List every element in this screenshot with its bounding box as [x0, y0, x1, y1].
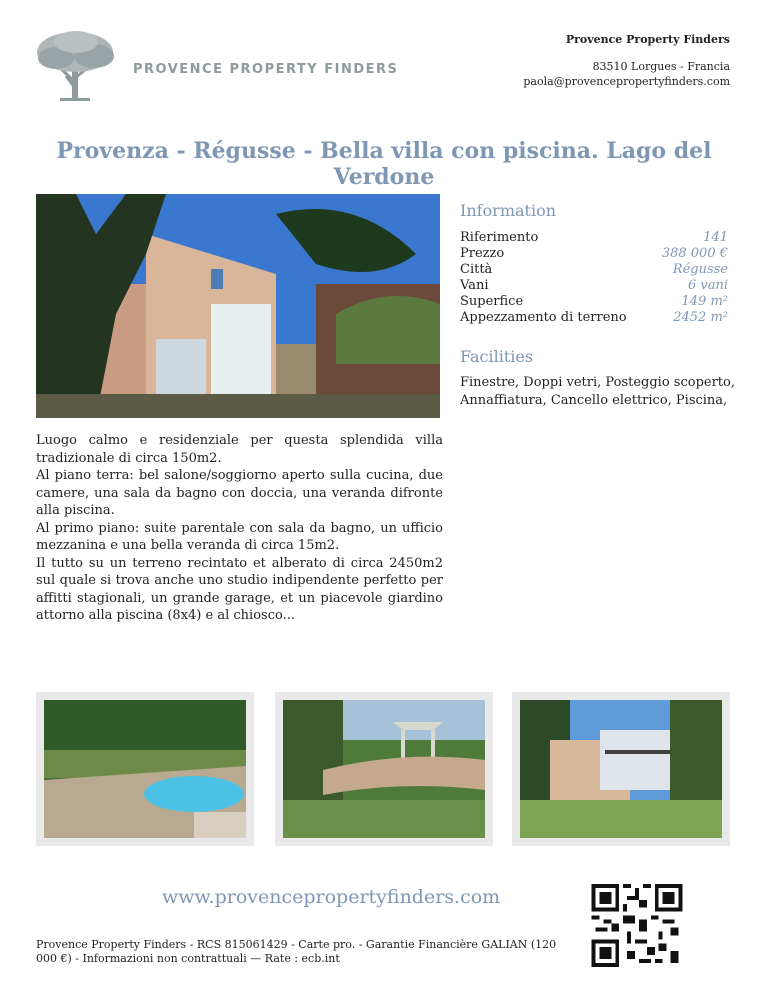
agency-logo [30, 22, 399, 106]
olive-tree-icon [30, 22, 120, 106]
logo-text: PROVENCE PROPERTY FINDERS [133, 62, 399, 77]
facilities-heading: Facilities [460, 347, 534, 366]
info-row-city [460, 262, 728, 278]
info-label: Superfice [460, 294, 524, 309]
info-label: Vani [460, 278, 489, 293]
info-row-land [460, 310, 728, 326]
info-label: Riferimento [460, 230, 539, 245]
description-paragraph: Al primo piano: suite parentale con sala da bagno, un ufficio mezzanina e una bella veranda di circa 15m2. [36, 520, 443, 553]
thumbnail-house-photo[interactable] [512, 692, 730, 846]
thumbnail-pool-photo[interactable] [36, 692, 254, 846]
main-property-photo [36, 194, 440, 418]
description-paragraph: Luogo calmo e residenziale per questa splendida villa tradizionale di circa 150m2. [36, 433, 443, 466]
description-paragraph: Al piano terra: bel salone/soggiorno aperto sulla cucina, due camere, una sala da bagno con doccia, una veranda difronte alla piscina. [36, 468, 443, 518]
page-title: Provenza - Régusse - Bella villa con piscina. Lago del Verdone [56, 138, 712, 190]
agency-contact [523, 32, 730, 89]
agency-address: 83510 Lorgues - Francia [592, 60, 730, 73]
thumbnail-garden-photo[interactable] [275, 692, 493, 846]
info-value: 141 [703, 230, 728, 245]
info-row-surface [460, 294, 728, 310]
info-value: Régusse [672, 262, 728, 277]
info-row-reference [460, 230, 728, 246]
agency-name: Provence Property Finders [565, 33, 730, 46]
website-link[interactable]: www.provencepropertyfinders.com [162, 886, 501, 908]
property-description [36, 432, 443, 625]
info-value: 2452 m² [673, 310, 728, 325]
agency-email[interactable]: paola@provencepropertyfinders.com [523, 75, 730, 88]
information-table [460, 230, 728, 326]
info-label: Prezzo [460, 246, 505, 261]
info-value: 6 vani [687, 278, 728, 293]
info-label: Città [460, 262, 493, 277]
legal-footer: Provence Property Finders - RCS 815061429 - Carte pro. - Garantie Financière GALIAN (120 000 €) - Informazioni non contrattuali — Rate : ecb.int [36, 938, 557, 965]
qr-code [591, 884, 683, 967]
info-value: 388 000 € [661, 246, 728, 261]
information-heading: Information [460, 201, 557, 220]
description-paragraph: Il tutto su un terreno recintato et alberato di circa 2450m2 sul quale si trova anche uno studio indipendente perfetto per affitti stagionali, un grande garage, et un piacevole giardino attorno alla piscina (8x4) e al chiosco... [36, 555, 443, 623]
info-row-rooms [460, 278, 728, 294]
info-label: Appezzamento di terreno [460, 310, 627, 325]
info-value: 149 m² [681, 294, 728, 309]
info-row-price [460, 246, 728, 262]
facilities-list: Finestre, Doppi vetri, Posteggio scoperto, Annaffiatura, Cancello elettrico, Piscina, [460, 375, 735, 408]
